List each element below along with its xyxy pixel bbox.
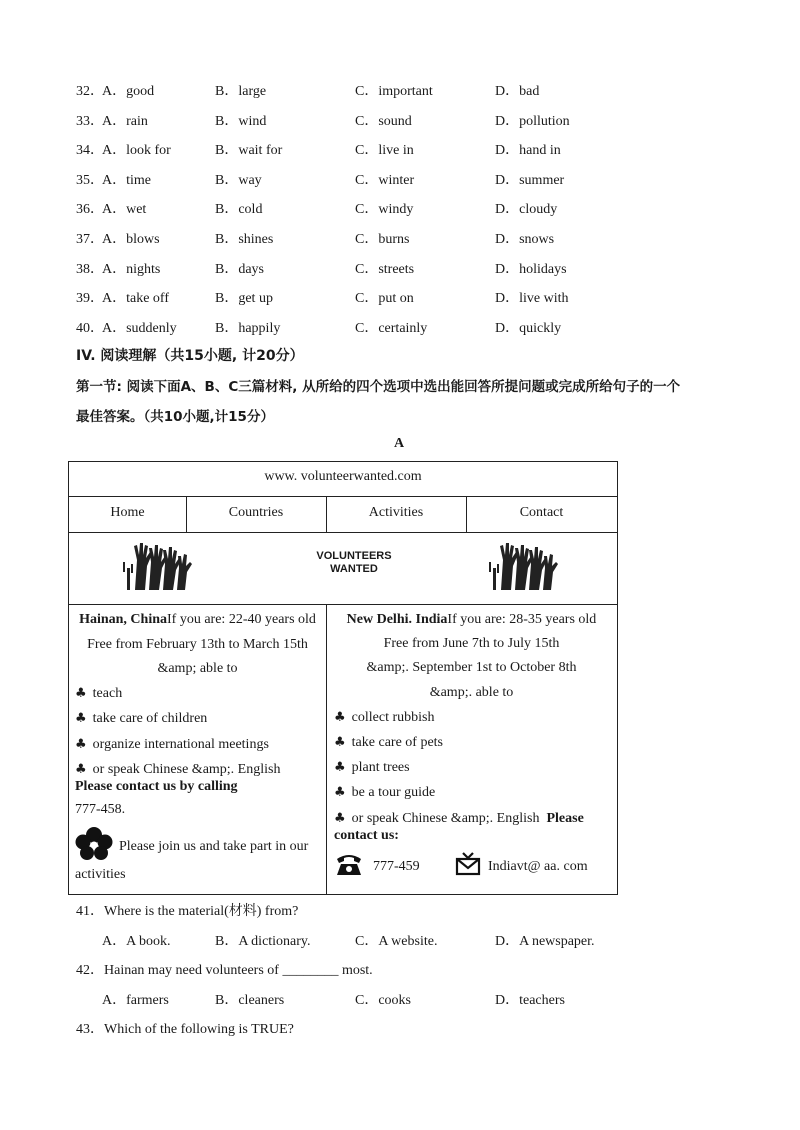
club-bullet-icon: ♣ [75,686,87,701]
right-contact-1: Please [546,811,584,826]
option-c: C．winter [355,172,415,188]
option-c: C．windy [355,202,414,218]
left-line3: &amp; able to [157,661,238,676]
raised-hands-icon-right [487,540,561,597]
passage-label: A [394,436,405,451]
right-item: ♣ be a tour guide [334,785,436,800]
option-d: D．bad [495,84,540,99]
question-row [0,139,800,161]
right-line1: If you are: 28-35 years old [447,612,597,627]
question-number: 37． [76,232,104,247]
question-row [0,317,800,339]
option-c: C．streets [355,261,415,277]
option-d: D．hand in [495,143,561,159]
option-b: B．days [215,261,264,277]
question-row [0,287,800,309]
option-a: A．suddenly [102,320,177,336]
flower-icon [75,827,113,866]
club-bullet-icon: ♣ [334,760,346,775]
question-number: 38． [76,261,104,277]
envelope-icon [455,851,481,882]
left-line1: If you are: 22-40 years old [167,612,316,627]
option-a: A．nights [102,261,161,277]
club-bullet-icon: ♣ [334,735,346,750]
q42-option-d: D．teachers [495,993,565,1008]
left-join-2: activities [75,867,126,882]
right-item: ♣ collect rubbish [334,710,435,725]
right-phone: 777-459 [373,859,420,874]
left-contact: Please contact us by calling [75,779,238,794]
left-join-1: Please join us and take part in our [119,839,309,854]
q42-option-b: B．cleaners [215,993,285,1008]
right-item: ♣ plant trees [334,760,410,775]
question-number: 33． [76,113,104,129]
q41-option-d: D．A newspaper. [495,934,595,949]
left-item: ♣ take care of children [75,711,208,726]
question-number: 40． [76,320,104,336]
option-d: D．live with [495,291,569,307]
right-item: ♣ or speak Chinese &amp;. English Please [334,811,584,826]
raised-hands-icon-left [121,540,195,597]
q42-option-c: C．cooks [355,993,411,1008]
option-a: A．look for [102,143,171,159]
right-email: Indiavt@ aa. com [488,859,588,874]
right-line4: &amp;. able to [429,685,514,700]
question-number: 34． [76,143,104,159]
option-c: C．live in [355,143,414,159]
question-number: 35． [76,172,104,188]
q42-stem: 42．Hainan may need volunteers of ________ most. [76,963,373,978]
option-c: C．certainly [355,320,428,336]
left-item: ♣ or speak Chinese &amp;. English [75,762,281,777]
option-a: A．time [102,172,151,188]
option-b: B．get up [215,291,273,307]
q41-stem: 41．Where is the material(材料) from? [76,904,299,919]
option-b: B．happily [215,320,281,336]
question-number: 39． [76,291,104,307]
option-b: B．wind [215,113,267,129]
option-b: B．wait for [215,143,283,159]
right-contact-2: contact us: [334,828,399,843]
right-line3: &amp;. September 1st to October 8th [366,660,577,675]
option-d: D．holidays [495,261,567,277]
option-d: D．pollution [495,113,570,129]
question-row [0,228,800,250]
option-a: A．take off [102,291,169,307]
banner-text-1: VOLUNTEERS [316,550,392,562]
club-bullet-icon: ♣ [75,762,87,777]
right-line2: Free from June 7th to July 15th [383,636,560,651]
left-line2: Free from February 13th to March 15th [87,637,308,652]
option-b: B．cold [215,202,263,218]
option-a: A．blows [102,232,160,247]
option-a: A．wet [102,202,147,218]
nav-home[interactable]: Home [110,505,145,520]
right-item: ♣ take care of pets [334,735,443,750]
left-item: ♣ teach [75,686,123,701]
website-advertisement [68,461,618,895]
left-title: Hainan, China [79,612,168,627]
club-bullet-icon: ♣ [75,737,87,752]
question-row [0,80,800,102]
question-number: 36． [76,202,104,218]
website-url: www. volunteerwanted.com [264,469,422,484]
nav-contact[interactable]: Contact [519,505,564,520]
club-bullet-icon: ♣ [334,785,346,800]
nav-activities[interactable]: Activities [368,505,424,520]
left-item: ♣ organize international meetings [75,737,269,752]
option-d: D．quickly [495,320,562,336]
question-row [0,110,800,132]
right-title: New Delhi. India [346,612,448,627]
question-row [0,198,800,220]
club-bullet-icon: ♣ [334,710,346,725]
option-a: A．good [102,84,155,99]
option-c: C．important [355,84,433,99]
option-d: D．cloudy [495,202,558,218]
q41-option-c: C．A website. [355,934,438,949]
option-c: C．put on [355,291,414,307]
q41-option-b: B．A dictionary. [215,934,311,949]
q43-stem: 43．Which of the following is TRUE? [76,1022,294,1037]
banner-text-2: WANTED [330,563,378,575]
left-header [69,612,326,628]
right-header [326,612,617,628]
instruction-line-2: 最佳答案。（共10小题,计15分） [76,409,274,425]
option-b: B．large [215,84,267,99]
club-bullet-icon: ♣ [334,811,346,826]
question-row [0,258,800,280]
option-c: C．sound [355,113,412,129]
option-d: D．summer [495,172,565,188]
q42-option-a: A．farmers [102,993,169,1008]
q41-option-a: A．A book. [102,934,171,949]
telephone-icon [335,851,363,882]
option-b: B．way [215,172,262,188]
question-number: 32． [76,84,104,99]
option-b: B．shines [215,232,274,247]
club-bullet-icon: ♣ [75,711,87,726]
section-title: IV. 阅读理解（共15小题, 计20分） [76,348,304,364]
option-a: A．rain [102,113,148,129]
option-c: C．burns [355,232,410,247]
question-row [0,169,800,191]
instruction-line-1: 第一节: 阅读下面A、B、C三篇材料, 从所给的四个选项中选出能回答所提问题或完成所给句子的一个 [76,379,681,395]
left-phone: 777-458. [75,802,126,817]
nav-countries[interactable]: Countries [228,505,284,520]
option-d: D．snows [495,232,555,247]
